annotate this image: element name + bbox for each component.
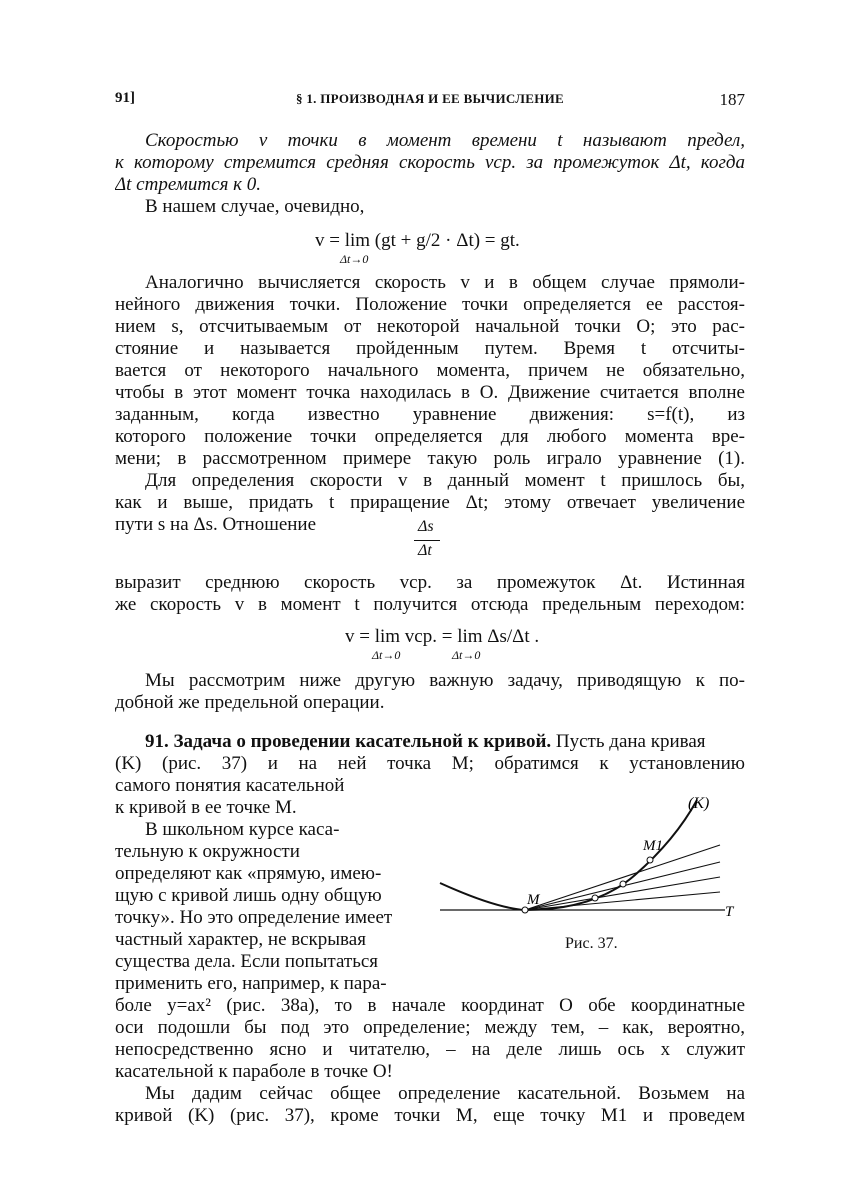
text-line: непосредственно ясно и читателю, – на деле лишь ось x служит bbox=[115, 1039, 745, 1060]
text-line: стояние и называется пройденным путем. Время t отсчиты- bbox=[115, 338, 745, 359]
text-line: вается от некоторого начального момента, причем не обязательно, bbox=[115, 360, 745, 381]
text-line: как и выше, придать t приращение Δt; этому отвечает увеличение bbox=[115, 492, 745, 513]
text-line: боле y=ax² (рис. 38а), то в начале координат O обе координатные bbox=[115, 995, 745, 1016]
formula-subscript: Δt→0 bbox=[372, 648, 401, 662]
text-line: Скоростью v точки в момент времени t называют предел, bbox=[145, 130, 745, 151]
text-line: заданным, когда известно уравнение движения: s=f(t), из bbox=[115, 404, 745, 425]
section-number: 91] bbox=[115, 90, 135, 106]
text-line: пути s на Δs. Отношение bbox=[115, 514, 317, 535]
text-line: применить его, например, к пара- bbox=[115, 973, 387, 994]
formula-3 bbox=[345, 626, 539, 648]
formula-subscript: Δt→0 bbox=[452, 648, 481, 662]
text-line: тельную к окружности bbox=[115, 841, 300, 862]
text-line: точку». Но это определение имеет bbox=[115, 907, 393, 928]
text-line: Мы дадим сейчас общее определение касательной. Возьмем на bbox=[145, 1083, 745, 1104]
text-line: В нашем случае, очевидно, bbox=[145, 196, 365, 217]
text-line: же скорость v в момент t получится отсюда предельным переходом: bbox=[115, 594, 745, 615]
secant-line bbox=[525, 845, 720, 910]
section-heading: 91. Задача о проведении касательной к кривой. bbox=[145, 731, 552, 752]
fraction-numerator: Δs bbox=[418, 518, 434, 535]
section-heading-line bbox=[115, 731, 745, 753]
formula-subscript: Δt→0 bbox=[340, 252, 369, 266]
label-m1: M1 bbox=[643, 838, 663, 854]
text-line: существа дела. Если попытаться bbox=[115, 951, 379, 972]
curve-point bbox=[592, 895, 598, 901]
text-line: добной же предельной операции. bbox=[115, 692, 385, 713]
curve-k bbox=[440, 800, 697, 910]
text-line: Аналогично вычисляется скорость v и в общем случае прямоли- bbox=[145, 272, 745, 293]
text-line: нейного движения точки. Положение точки определяется ее расстоя- bbox=[115, 294, 745, 315]
text-line: к которому стремится средняя скорость vср. за промежуток Δt, когда bbox=[115, 152, 745, 173]
label-t: T bbox=[725, 904, 734, 920]
fraction-bar bbox=[414, 540, 440, 541]
figure-caption: Рис. 37. bbox=[565, 935, 618, 952]
text-line: Для определения скорости v в данный момент t пришлось бы, bbox=[145, 470, 745, 491]
fraction-denominator: Δt bbox=[418, 542, 432, 559]
text-line: выразит среднюю скорость vср. за промежуток Δt. Истинная bbox=[115, 572, 745, 593]
text-line: касательной к параболе в точке O! bbox=[115, 1061, 393, 1082]
text-line: чтобы в этот момент точка находилась в O. Движение считается вполне bbox=[115, 382, 745, 403]
page-header bbox=[115, 90, 745, 112]
text-line: частный характер, не вскрывая bbox=[115, 929, 366, 950]
text-line: Δt стремится к 0. bbox=[115, 174, 262, 195]
formula-text: v = lim vср. = lim Δs/Δt . bbox=[345, 626, 540, 647]
text-span: Пусть дана кривая bbox=[551, 731, 706, 752]
formula-1 bbox=[315, 230, 520, 252]
text-line: В школьном курсе каса- bbox=[145, 819, 340, 840]
text-line: к кривой в ее точке M. bbox=[115, 797, 297, 818]
point-m1 bbox=[647, 857, 653, 863]
label-m: M bbox=[527, 892, 540, 908]
page-number: 187 bbox=[719, 90, 745, 109]
secant-line bbox=[525, 892, 720, 910]
text-line: (K) (рис. 37) и на ней точка M; обратимся к установлению bbox=[115, 753, 745, 774]
text-line: нием s, отсчитываемым от некоторой начальной точки O; это рас- bbox=[115, 316, 745, 337]
text-line: самого понятия касательной bbox=[115, 775, 345, 796]
running-title: § 1. ПРОИЗВОДНАЯ И ЕЕ ВЫЧИСЛЕНИЕ bbox=[296, 91, 564, 106]
curve-point bbox=[620, 881, 626, 887]
text-line: которого положение точки определяется для любого момента вре- bbox=[115, 426, 745, 447]
formula-text: v = lim (gt + g/2 · Δt) = gt. bbox=[315, 230, 520, 251]
text-line: оси подошли бы под это определение; между тем, – как, вероятно, bbox=[115, 1017, 745, 1038]
label-k: (K) bbox=[688, 795, 710, 812]
text-line: Мы рассмотрим ниже другую важную задачу, приводящую к по- bbox=[145, 670, 745, 691]
text-line: щую с кривой лишь одну общую bbox=[115, 885, 382, 906]
text-line: определяют как «прямую, имею- bbox=[115, 863, 382, 884]
text-line: кривой (K) (рис. 37), кроме точки M, еще точку M1 и проведем bbox=[115, 1105, 745, 1126]
text-line: мени; в рассмотренном примере такую роль играло уравнение (1). bbox=[115, 448, 745, 469]
